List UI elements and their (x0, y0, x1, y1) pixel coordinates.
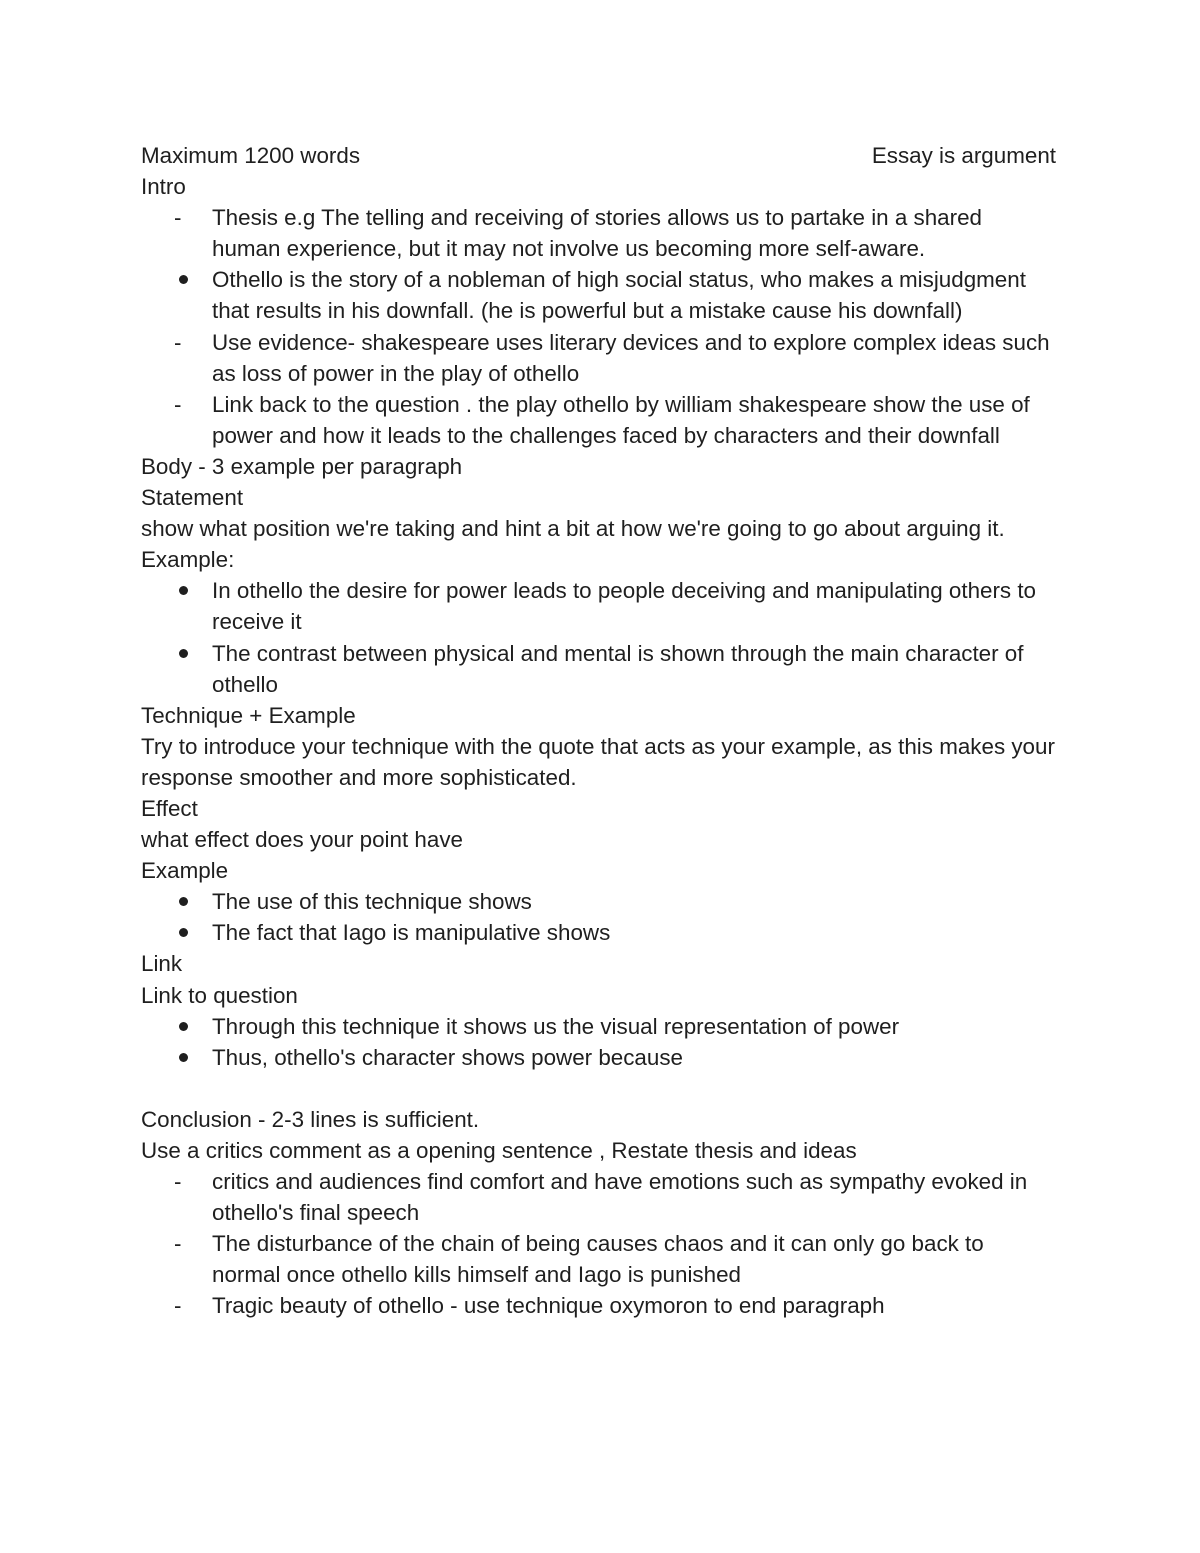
list-item (141, 389, 1056, 451)
statement-heading: Statement (141, 485, 244, 511)
list-item (141, 886, 1056, 917)
dash-marker (174, 1166, 194, 1197)
dash-marker (174, 327, 194, 358)
list-item-text: The disturbance of the chain of being causes chaos and it can only go back to normal once othello kills himself and Iago is punished (212, 1231, 984, 1288)
list-item (141, 1042, 1056, 1073)
dash-marker (174, 202, 194, 233)
list-item (141, 202, 1056, 264)
list-item (141, 638, 1056, 700)
header-row (141, 140, 1056, 171)
bullet-icon (179, 586, 188, 595)
effect-heading: Effect (141, 795, 198, 821)
list-item (141, 264, 1056, 326)
list-item-text: Use evidence- shakespeare uses literary devices and to explore complex ideas such as loss of power in the play of othello (212, 329, 1050, 386)
list-item-text: Link back to the question . the play othello by william shakespeare show the use of power and how it leads to the challenges faced by characters and their downfall (212, 391, 1030, 448)
list-item (141, 917, 1056, 948)
list-item-text: critics and audiences find comfort and have emotions such as sympathy evoked in othello's final speech (212, 1169, 1028, 1226)
conclusion-heading: Conclusion - 2-3 lines is sufficient. (141, 1106, 480, 1132)
bullet-icon (179, 1053, 188, 1062)
list-item-text: Thus, othello's character shows power because (212, 1044, 683, 1070)
link-text: Link to question (141, 982, 298, 1008)
body-heading: Body - 3 example per paragraph (141, 453, 463, 479)
technique-text: Try to introduce your technique with the quote that acts as your example, as this makes your response smoother and more sophisticated. (141, 733, 1055, 790)
blank-line (141, 1073, 1056, 1104)
dash-marker (174, 1228, 194, 1259)
list-item-text: The contrast between physical and mental is shown through the main character of othello (212, 640, 1024, 697)
list-item-text: Through this technique it shows us the visual representation of power (212, 1013, 900, 1039)
bullet-icon (179, 275, 188, 284)
list-item (141, 575, 1056, 637)
list-item-text: Thesis e.g The telling and receiving of stories allows us to partake in a shared human experience, but it may not involve us becoming more self-aware. (212, 205, 982, 262)
essay-type-note: Essay is argument (871, 143, 1056, 168)
list-item-text: The fact that Iago is manipulative shows (212, 920, 611, 946)
example-heading: Example: (141, 547, 235, 573)
statement-text: show what position we're taking and hint a bit at how we're going to go about arguing it. (141, 516, 1005, 542)
list-item (141, 1228, 1056, 1290)
bullet-icon (179, 897, 188, 906)
list-item (141, 1166, 1056, 1228)
list-item (141, 1290, 1056, 1321)
link-heading: Link (141, 951, 183, 977)
list-item (141, 1011, 1056, 1042)
effect-example-heading: Example (141, 858, 229, 884)
document-page (141, 140, 1056, 1322)
bullet-icon (179, 928, 188, 937)
list-item-text: Tragic beauty of othello - use technique oxymoron to end paragraph (212, 1293, 885, 1319)
dash-marker (174, 1290, 194, 1321)
dash-marker (174, 389, 194, 420)
word-limit-note: Maximum 1200 words (141, 143, 361, 168)
bullet-icon (179, 1022, 188, 1031)
list-item-text: Othello is the story of a nobleman of high social status, who makes a misjudgment that results in his downfall. (he is powerful but a mistake cause his downfall) (212, 267, 1026, 324)
conclusion-text: Use a critics comment as a opening sentence , Restate thesis and ideas (141, 1138, 857, 1163)
list-item-text: In othello the desire for power leads to people deceiving and manipulating others to receive it (212, 578, 1037, 635)
list-item (141, 327, 1056, 389)
bullet-icon (179, 649, 188, 658)
technique-heading: Technique + Example (141, 702, 356, 728)
effect-text: what effect does your point have (141, 827, 463, 853)
intro-heading: Intro (141, 174, 186, 200)
list-item-text: The use of this technique shows (212, 889, 532, 915)
